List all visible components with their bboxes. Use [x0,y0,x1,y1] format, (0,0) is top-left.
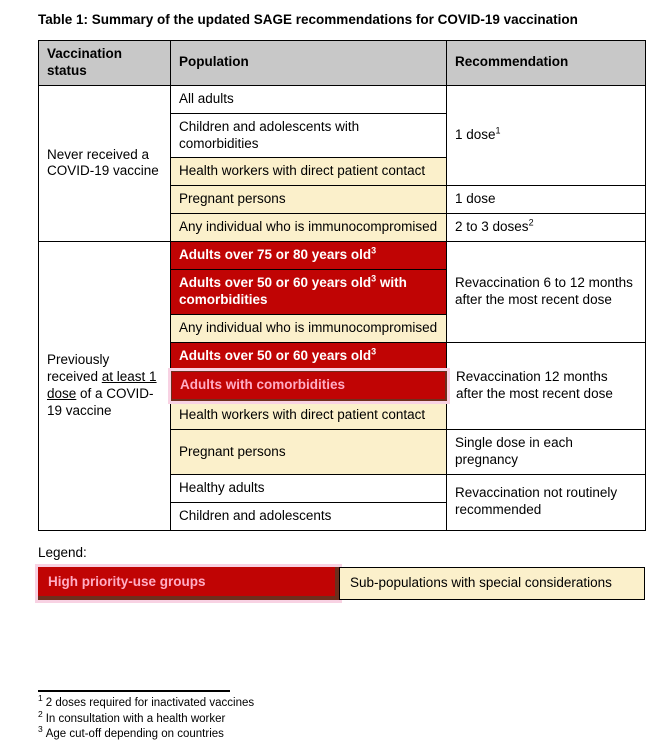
underlined-text: at least 1 dose [47,368,157,401]
population-cell-high-priority-highlighted: Adults with comorbidities [171,371,447,401]
recommendation-cell: Revaccination 12 months after the most recent dose [447,342,646,430]
col-header-recommendation: Recommendation [447,41,646,86]
footnote-2: $^2$ In consultation with a health worker [38,708,226,725]
population-cell: Healthy adults [171,474,447,502]
legend [38,567,645,601]
recommendation-cell: 2 to 3 doses$^2$ [447,214,646,242]
table-row [39,85,646,113]
recommendation-cell: Revaccination 6 to 12 months after the most recent dose [447,242,646,343]
population-cell: Children and adolescents with comorbidities [171,113,447,158]
population-cell: Health workers with direct patient contact [171,401,447,430]
population-cell: Pregnant persons [171,186,447,214]
table-row [39,242,646,270]
recommendation-cell: Revaccination not routinely recommended [447,474,646,530]
recommendation-cell: 1 dose [447,186,646,214]
legend-label: Legend: [38,544,87,560]
population-cell-high-priority: Adults over 50 or 60 years old$^3$ with comorbidities [171,269,447,314]
table-title: Table 1: Summary of the updated SAGE recommendations for COVID-19 vaccination [38,12,578,27]
footnote-3: $^3$ Age cut-off depending on countries [38,724,224,741]
status-cell-previously-received: Previously received at least 1 dose of a COVID-19 vaccine [39,242,171,531]
population-cell: Pregnant persons [171,430,447,475]
status-cell-never-received: Never received a COVID-19 vaccine [39,85,171,241]
col-header-vaccination-status: Vaccination status [39,41,171,86]
col-header-population: Population [171,41,447,86]
population-cell: Any individual who is immunocompromised [171,314,447,342]
footnote-separator [38,690,230,692]
population-cell: All adults [171,85,447,113]
recommendation-cell: Single dose in each pregnancy [447,430,646,475]
footnote-1: $^1$ 2 doses required for inactivated vaccines [38,693,255,710]
population-cell-high-priority: Adults over 50 or 60 years old$^3$ [171,342,447,371]
population-cell: Health workers with direct patient contact [171,158,447,186]
population-cell: Children and adolescents [171,502,447,530]
recommendation-cell: 1 dose$^1$ [447,85,646,186]
header-row [39,41,646,86]
population-cell-high-priority: Adults over 75 or 80 years old$^3$ [171,242,447,270]
legend-high-priority-swatch: High priority-use groups [38,567,339,601]
footnotes [38,690,645,743]
population-cell: Any individual who is immunocompromised [171,214,447,242]
document-page [38,12,645,743]
legend-subpopulations-swatch: Sub-populations with special considerations [339,567,645,601]
sage-recommendations-table [38,40,646,531]
